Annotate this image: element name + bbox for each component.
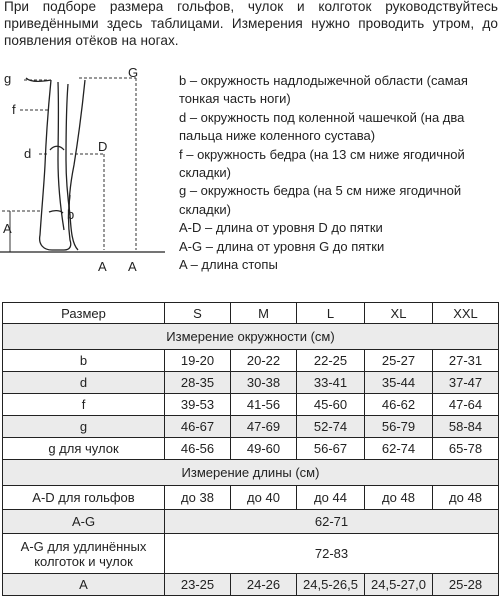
table-cell: 24-26 <box>231 574 297 596</box>
row-label: g для чулок <box>3 438 165 460</box>
table-cell: 35-44 <box>365 372 433 394</box>
table-cell: 72-83 <box>165 534 499 574</box>
table-cell: до 48 <box>365 486 433 510</box>
label-G: G <box>128 65 139 80</box>
label-f: f <box>12 102 16 117</box>
table-row <box>3 486 499 510</box>
row-label: b <box>3 350 165 372</box>
legend-item-f: f – окружность бедра (на 13 см ниже ягодичной складки) <box>179 146 465 181</box>
header-m: M <box>231 303 297 324</box>
label-A-bottom-1: A <box>98 259 107 274</box>
table-row <box>3 350 499 372</box>
table-cell: 22-25 <box>297 350 365 372</box>
table-cell: 41-56 <box>231 394 297 416</box>
table-cell: 20-22 <box>231 350 297 372</box>
table-cell: 30-38 <box>231 372 297 394</box>
table-row <box>3 438 499 460</box>
table-cell: 58-84 <box>433 416 499 438</box>
table-row <box>3 394 499 416</box>
header-xl: XL <box>365 303 433 324</box>
table-cell: 19-20 <box>165 350 231 372</box>
row-label: A-G <box>3 510 165 534</box>
header-xxl: XXL <box>433 303 499 324</box>
intro-text: При подборе размера гольфов, чулок и колготок руководствуйтесь приведёнными здесь таблицами. Измерения нужно проводить утром, до появления отёков на ногах. <box>4 0 498 48</box>
table-cell: 33-41 <box>297 372 365 394</box>
section-row-length <box>3 460 499 486</box>
table-cell: 28-35 <box>165 372 231 394</box>
label-b: b <box>67 207 75 222</box>
legend-item-a: A – длина стопы <box>179 257 278 273</box>
table-cell: 24,5-27,0 <box>365 574 433 596</box>
section-title-length: Измерение длины (см) <box>3 460 499 486</box>
table-cell: 47-69 <box>231 416 297 438</box>
section-title-circumference: Измерение окружности (см) <box>3 324 499 350</box>
table-row <box>3 534 499 574</box>
table-cell: 47-64 <box>433 394 499 416</box>
table-cell: до 38 <box>165 486 231 510</box>
table-cell: 49-60 <box>231 438 297 460</box>
table-row <box>3 416 499 438</box>
table-cell: 65-78 <box>433 438 499 460</box>
header-s: S <box>165 303 231 324</box>
header-l: L <box>297 303 365 324</box>
table-cell: до 40 <box>231 486 297 510</box>
table-cell: 25-28 <box>433 574 499 596</box>
label-D: D <box>98 139 108 154</box>
table-cell: 46-62 <box>365 394 433 416</box>
label-d: d <box>24 146 32 161</box>
legend-item-ag: A-G – длина от уровня G до пятки <box>179 238 385 254</box>
table-cell: 56-79 <box>365 416 433 438</box>
table-cell: 27-31 <box>433 350 499 372</box>
table-cell: 52-74 <box>297 416 365 438</box>
table-cell: до 48 <box>433 486 499 510</box>
table-row <box>3 510 499 534</box>
table-cell: 45-60 <box>297 394 365 416</box>
table-header-row <box>3 303 499 324</box>
table-cell: 46-67 <box>165 416 231 438</box>
table-cell: 62-74 <box>365 438 433 460</box>
table-cell: 46-56 <box>165 438 231 460</box>
size-table <box>2 302 499 596</box>
table-cell: 37-47 <box>433 372 499 394</box>
row-label: f <box>3 394 165 416</box>
row-label: g <box>3 416 165 438</box>
table-cell: 23-25 <box>165 574 231 596</box>
legend-item-d: d – окружность под коленной чашечкой (на два пальца ниже коленного сустава) <box>179 109 465 144</box>
table-row <box>3 372 499 394</box>
label-A-left: A <box>3 221 12 236</box>
legend-item-ad: A-D – длина от уровня D до пятки <box>179 220 383 236</box>
table-cell: 56-67 <box>297 438 365 460</box>
section-row-circumference <box>3 324 499 350</box>
header-size: Размер <box>3 303 165 324</box>
legend-item-g: g – окружность бедра (на 5 см ниже ягодичной складки) <box>179 183 462 217</box>
legend-item-b: b – окружность надлодыжечной области (самая тонкая часть ноги) <box>179 73 468 107</box>
table-row <box>3 574 499 596</box>
measurement-legend <box>179 72 497 274</box>
row-label: A-D для гольфов <box>3 486 165 510</box>
row-label: A <box>3 574 165 596</box>
table-cell: 62-71 <box>165 510 499 534</box>
row-label: d <box>3 372 165 394</box>
table-cell: 24,5-26,5 <box>297 574 365 596</box>
label-g: g <box>4 71 12 86</box>
row-label: A-G для удлинённых колготок и чулок <box>3 534 165 574</box>
leg-measurement-diagram <box>0 63 175 283</box>
table-cell: 25-27 <box>365 350 433 372</box>
table-cell: до 44 <box>297 486 365 510</box>
label-A-bottom-2: A <box>128 259 137 274</box>
table-cell: 39-53 <box>165 394 231 416</box>
